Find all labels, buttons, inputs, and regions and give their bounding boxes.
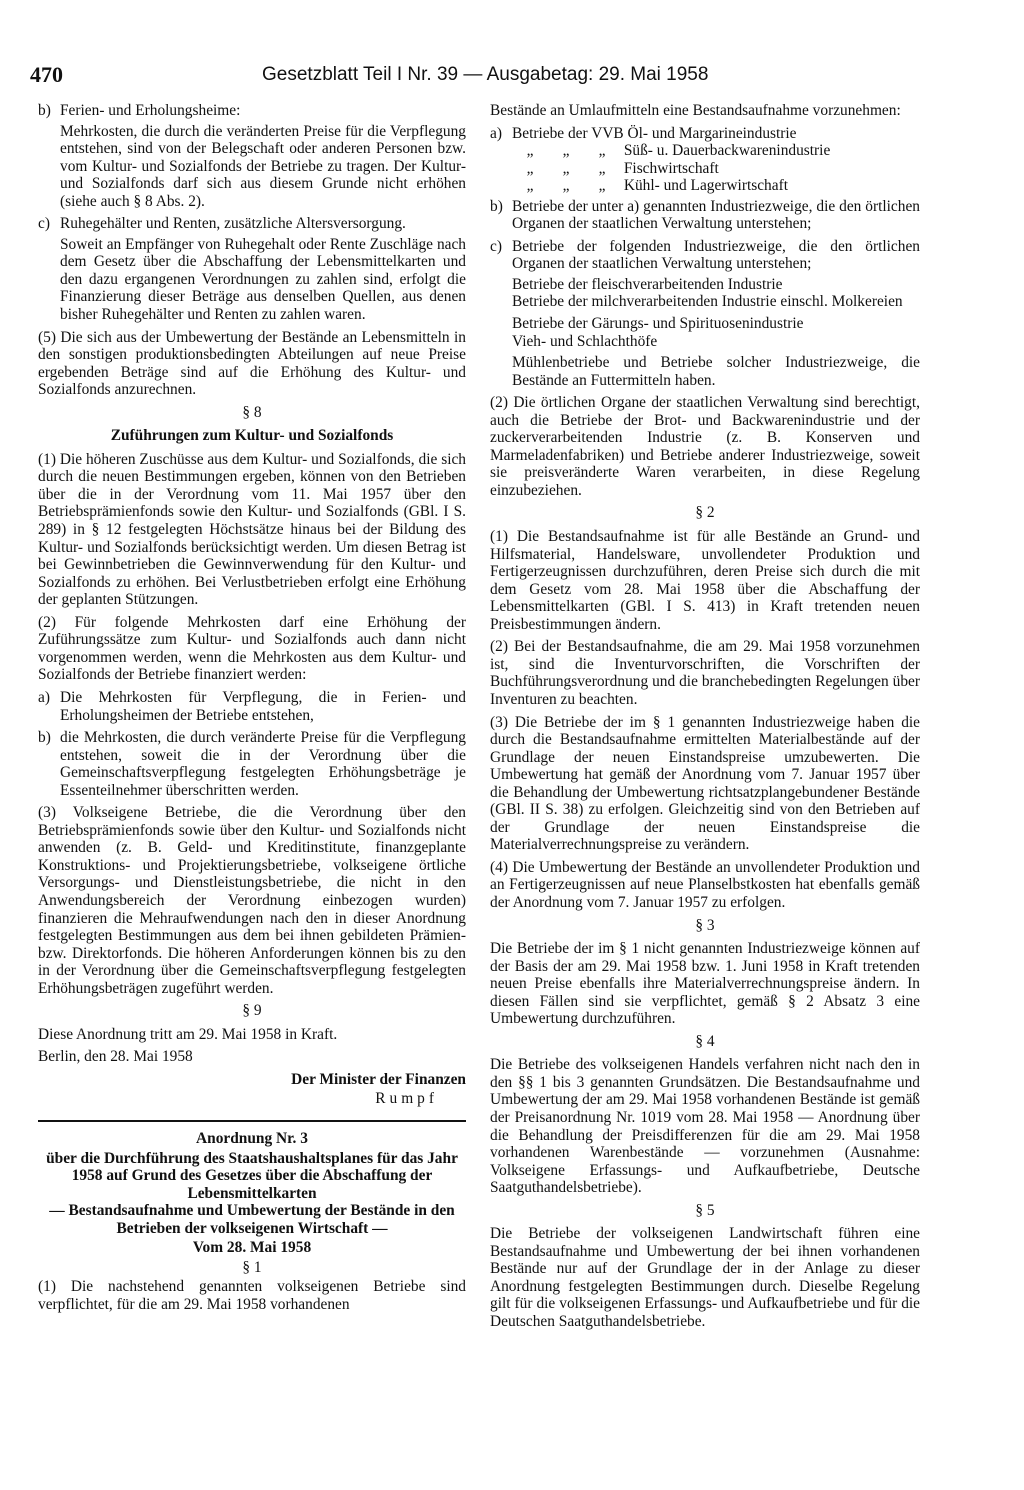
ditto-row: „ „ „ Fischwirtschaft — [526, 159, 719, 177]
industry-list-item: Betriebe der milchverarbeitenden Industrie einschl. Molkereien — [512, 293, 903, 311]
industry-list-item: Vieh- und Schlachthöfe — [512, 332, 658, 350]
signer-name: Rumpf — [375, 1090, 438, 1108]
running-title: Gesetzblatt Teil I Nr. 39 — Ausgabetag: 29. Mai 1958 — [262, 64, 709, 85]
item-text: Die Mehrkosten für Verpflegung, die in Ferien- und Erholungsheimen der Betriebe entstehen, — [60, 688, 466, 724]
page-header — [30, 62, 990, 92]
item-text: Betriebe der folgenden Industriezweige, die den örtlichen Organen der staatlichen Verwaltung unterstehen; — [512, 237, 920, 273]
section-5-text: Die Betriebe der volkseigenen Landwirtschaft führen eine Bestandsaufnahme und Umbewertung der bei ihnen vorhandenen Bestände nur auf der Grundlage der in der Anlage zu dieser Anordnung festgelegten Bestimmungen durch. Dieselbe Regelung gilt für die volkseigenen Erfassungs- und Aufkaufbetriebe und für die Deutschen Saatguthandelsbetriebe. — [490, 1225, 920, 1330]
item-label: c) — [490, 237, 502, 255]
section-2-paragraph-1: (1) Die Bestandsaufnahme ist für alle Bestände an Grund- und Hilfsmaterial, Handelsware, unvollendeter Produktion und Fertigerzeugnissen durchzuführen, deren Preise sich durch die mit dem Gesetz vom 28. Mai 1958 über die Abschaffung der Lebensmittelkarten (GBl. I S. 413) in Kraft tretenden neuen Preisbestimmungen ändern. — [490, 528, 920, 633]
section-1-continuation: Bestände an Umlaufmitteln eine Bestandsaufnahme vorzunehmen: — [490, 102, 901, 119]
signer-title: Der Minister der Finanzen — [291, 1070, 466, 1088]
section-3-label: § 3 — [695, 916, 715, 934]
list-item-b — [38, 102, 466, 210]
section-9-text: Diese Anordnung tritt am 29. Mai 1958 in Kraft. — [38, 1025, 338, 1043]
ditto-row: „ „ „ Süß- u. Dauerbackwarenindustrie — [526, 142, 831, 160]
list-item-c — [490, 238, 920, 389]
list-item-a — [490, 125, 920, 195]
section-8-label: § 8 — [242, 403, 262, 421]
section-1-paragraph-2: (2) Die örtlichen Organe der staatlichen Verwaltung sind berechtigt, auch die Betriebe der Brot- und Backwarenindustrie und der zuckerverarbeitenden Industrie (z. B. Konserven und Marmeladenfabriken) und Betriebe anderer Industriezweige, soweit sie preisveränderte Waren verarbeiten, in diese Regelung einzubeziehen. — [490, 394, 920, 499]
item-text: Betriebe der unter a) genannten Industriezweige, die den örtlichen Organen der staatlichen Verwaltung unterstehen; — [512, 197, 920, 233]
item-text: Mehrkosten, die durch die veränderten Preise für die Verpflegung entstehen, sind von der Belegschaft oder anderen Personen bzw. vom Kultur- und Sozialfonds der Betriebe zu tragen. Der Kultur- und Sozialfonds darf sich aus diesem Grunde nicht erhöhen (siehe auch § 8 Abs. 2). — [60, 122, 466, 210]
section-4-label: § 4 — [695, 1032, 715, 1050]
anordnung-date: Vom 28. Mai 1958 — [192, 1239, 312, 1257]
right-column — [490, 102, 920, 1336]
industry-list-item: Mühlenbetriebe und Betriebe solcher Industriezweige, die Bestände an Futtermitteln haben. — [512, 354, 920, 389]
item-title: Ruhegehälter und Renten, zusätzliche Altersversorgung. — [60, 215, 406, 233]
industry-list-item: Betriebe der fleischverarbeitenden Industrie — [512, 275, 783, 293]
section-3-text: Die Betriebe der im § 1 nicht genannten Industriezweige können auf der Basis der am 29. Mai 1958 bzw. 1. Juni 1958 in Kraft tretenden neuen Preise ebenfalls ihre Materialverrechnungspreise ändern. In diesen Fällen sind sie verpflichtet, gemäß § 2 Absatz 3 eine Umbewertung durchzuführen. — [490, 940, 920, 1028]
anordnung-subtitle-2: — Bestandsaufnahme und Umbewertung der Bestände in den Betrieben der volkseigenen Wirtschaft — — [49, 1202, 455, 1237]
left-column — [38, 102, 466, 1318]
item-label: b) — [38, 729, 51, 747]
list-item-a — [38, 689, 466, 724]
section-9-label: § 9 — [242, 1002, 262, 1020]
item-text: Betriebe der VVB Öl- und Margarineindustrie — [512, 124, 797, 142]
industry-list-item: Betriebe der Gärungs- und Spirituosenindustrie — [512, 315, 804, 333]
page-number: 470 — [30, 62, 63, 87]
section-8-paragraph-2: (2) Für folgende Mehrkosten darf eine Erhöhung der Zuführungssätze zum Kultur- und Sozialfonds auch dann nicht vorgenommen werden, wenn die Mehrkosten aus dem Kultur- und Sozialfonds der Betriebe finanziert werden: — [38, 613, 466, 684]
place-date: Berlin, den 28. Mai 1958 — [38, 1048, 193, 1066]
item-label: b) — [490, 197, 503, 215]
item-label: b) — [38, 102, 51, 119]
section-8-paragraph-1: (1) Die höheren Zuschüsse aus dem Kultur- und Sozialfonds, die sich durch die neuen Bestimmungen ergeben, können von den Betrieben über die in der Verordnung vom 11. Mai 1957 über den Betriebsprämienfonds sowie den Kultur- und Sozialfonds (GBl. I S. 289) in § 12 festgelegten Höchstsätze hinaus bei der Bildung des Kultur- und Sozialfonds berücksichtigt werden. Um diesen Betrag ist bei Gewinnbetrieben die Gewinnverwendung für den Kultur- und Sozialfonds zu erhöhen. Bei Verlustbetrieben erfolgt eine Erhöhung der geplanten Stützungen. — [38, 450, 466, 609]
item-text: die Mehrkosten, die durch veränderte Preise für die Verpflegung entstehen, soweit die in der Verordnung über die Gemeinschaftsverpflegung festgelegten Erhöhungsbeträge je Essenteilnehmer überschritten werden. — [60, 729, 466, 799]
section-2-paragraph-3: (3) Die Betriebe der im § 1 genannten Industriezweige haben die durch die Bestandsaufnahme ermittelten Materialbestände auf der Grundlage der neuen Einstandspreise umzubewerten. Die Umbewertung hat gemäß der Anordnung vom 7. Januar 1957 über die Behandlung der Umbewertung richtsatzplangebundener Bestände (GBl. II S. 38) zu erfolgen. Gleichzeitig sind von den Betrieben auf der Grundlage der neuen Einstandspreise die Materialverrechnungspreise zu verändern. — [490, 713, 920, 854]
section-1-paragraph-1: (1) Die nachstehend genannten volkseigenen Betriebe sind verpflichtet, für die am 29. Mai 1958 vorhandenen — [38, 1278, 466, 1313]
item-label: a) — [38, 688, 50, 706]
section-8-title: Zuführungen zum Kultur- und Sozialfonds — [110, 427, 394, 445]
section-5-label: § 5 — [695, 1201, 715, 1219]
ditto-row: „ „ „ Kühl- und Lagerwirtschaft — [526, 177, 788, 195]
item-label: a) — [490, 124, 502, 142]
section-2-label: § 2 — [695, 504, 715, 522]
anordnung-subtitle: über die Durchführung des Staatshaushaltsplanes für das Jahr 1958 auf Grund des Gesetzes über die Abschaffung der Lebensmittelkarten — [46, 1149, 458, 1202]
section-8-paragraph-3: (3) Volkseigene Betriebe, die die Verordnung über den Betriebsprämienfonds sowie über den Kultur- und Sozialfonds nicht anwenden (z. B. Geld- und Kreditinstitute, finanzgeplante Konstruktions- und Projektierungsbetriebe, volkseigene örtliche Versorgungs- und Dienstleistungsbetriebe, die nicht in den Anwendungsbereich der Verordnung einbezogen wurden) finanzieren die Mehraufwendungen nach den in dieser Anordnung festgelegten Bestimmungen aus dem bei ihnen gebildeten Prämien- bzw. Direktorfonds. Die höheren Anforderungen können bis zu den in der Verordnung über die Gemeinschaftsverpflegung festgelegten Erhöhungsbeträgen zugeführt werden. — [38, 804, 466, 997]
anordnung-title: Anordnung Nr. 3 — [196, 1129, 308, 1147]
item-label: c) — [38, 215, 50, 233]
paragraph-5: (5) Die sich aus der Umbewertung der Bestände an Lebensmitteln in den sonstigen produktionsbedingten Abteilungen auf neue Preise ergebenden Beträge sind auf die Erhöhung des Kultur- und Sozialfonds anzurechnen. — [38, 328, 466, 399]
list-item-c — [38, 215, 466, 323]
divider — [38, 1120, 466, 1122]
section-2-paragraph-2: (2) Bei der Bestandsaufnahme, die am 29. Mai 1958 vorzunehmen ist, sind die Inventurvorschriften, die Vorschriften der Buchführungsverordnung und die branchebedingten Regelungen über Inventuren zu beachten. — [490, 638, 920, 708]
item-title: Ferien- und Erholungsheime: — [60, 102, 241, 119]
section-2-paragraph-4: (4) Die Umbewertung der Bestände an unvollendeter Produktion und an Fertigerzeugnissen auf neue Planselbstkosten hat ebenfalls gemäß der Anordnung vom 7. Januar 1957 zu erfolgen. — [490, 858, 920, 911]
list-item-b — [38, 729, 466, 799]
section-4-text: Die Betriebe des volkseigenen Handels verfahren nicht nach den in den §§ 1 bis 3 genannten Grundsätzen. Die Bestandsaufnahme und Umbewertung der am 29. Mai 1958 vorhandenen Bestände ist gemäß der Preisanordnung Nr. 1019 vom 28. Mai 1958 — Anordnung über die Behandlung der Preisdifferenzen für die am 29. Mai 1958 vorhandenen Warenbestände — vorzunehmen (Ausnahme: Volkseigene Erfassungs- und Aufkaufbetriebe, Deutsche Saatguthandelsbetriebe). — [490, 1056, 920, 1197]
list-item-b — [490, 198, 920, 233]
item-text: Soweit an Empfänger von Ruhegehalt oder Rente Zuschläge nach dem Gesetz über die Abschaffung der Lebensmittelkarten und den dazu ergangenen Verordnungen zu zahlen sind, erfolgt die Finanzierung dieser Beträge aus denselben Quellen, aus denen bisher Ruhegehälter und Renten zu zahlen waren. — [60, 235, 466, 324]
section-1-label: § 1 — [242, 1258, 262, 1276]
